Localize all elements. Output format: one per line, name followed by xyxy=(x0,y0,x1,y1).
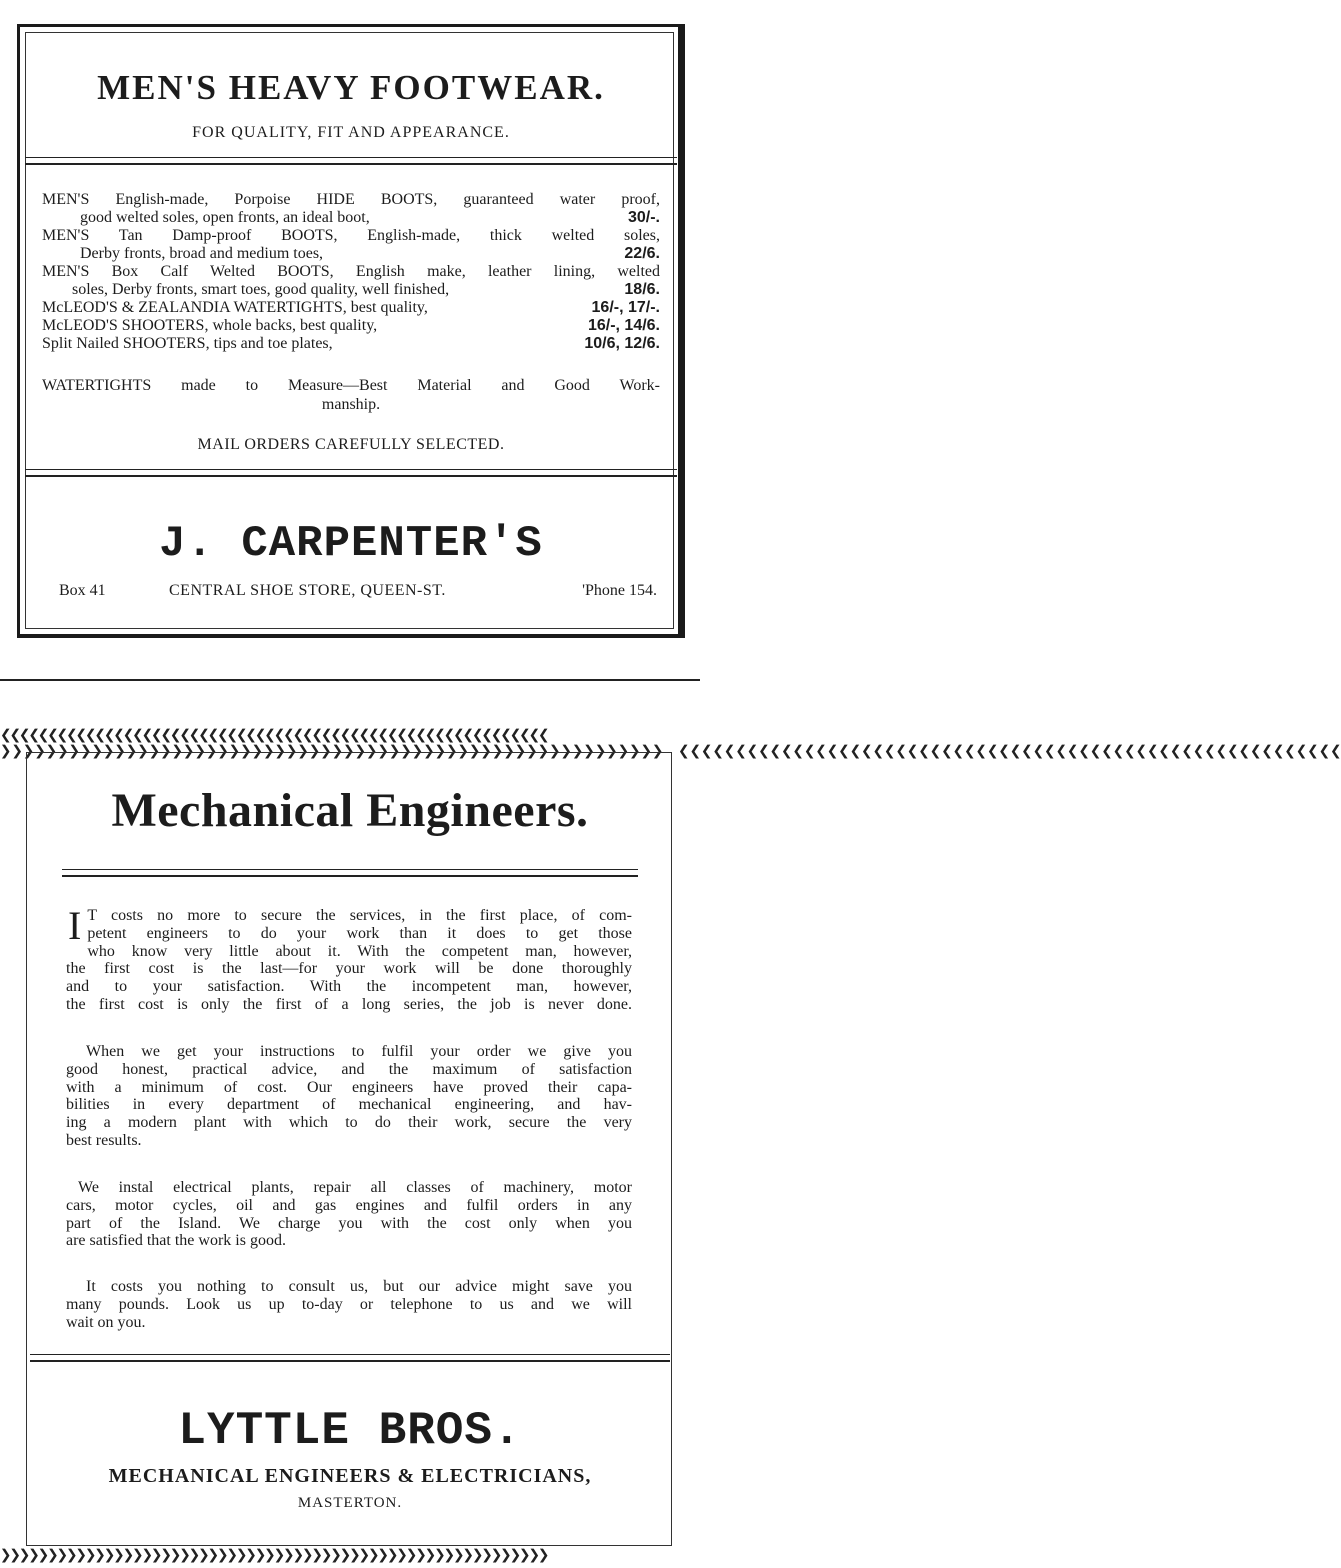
paragraph-line: part of the Island. We charge you with the cost only when you xyxy=(66,1214,632,1232)
product-item xyxy=(42,191,660,227)
product-line: MEN'S Tan Damp-proof BOOTS, English-made, thick welted soles, xyxy=(42,227,660,244)
product-line: MEN'S English-made, Porpoise HIDE BOOTS, guaranteed water proof, xyxy=(42,191,660,208)
paragraph-line: ing a modern plant with which to do their work, secure the very xyxy=(66,1114,632,1132)
zigzag-border-left: ❯❯❯❯❯❯❯❯❯❯❯❯❯❯❯❯❯❯❯❯❯❯❯❯❯❯❯❯❯❯❯❯❯❯❯❯❯❯❯❯❯❯❯❯❯❯❯❯❯❯❯❯❯❯❯❯❯❯ xyxy=(0,740,664,762)
paragraph-line: cars, motor cycles, oil and gas engines and fulfil orders in any xyxy=(66,1196,632,1214)
product-item xyxy=(42,227,660,263)
engineers-title: Mechanical Engineers. xyxy=(111,784,589,837)
paragraph-line: the first cost is the last—for your work will be done thoroughly xyxy=(66,960,632,978)
paragraph-line: It costs you nothing to consult us, but our advice might save you xyxy=(86,1278,632,1295)
paragraph-line: and to your satisfaction. With the incompetent man, however, xyxy=(66,978,632,996)
paragraph-consult xyxy=(66,1278,632,1331)
paragraph-advice xyxy=(66,1043,632,1150)
mail-orders-notice: MAIL ORDERS CAREFULLY SELECTED. xyxy=(197,436,505,453)
page-divider xyxy=(0,679,700,681)
product-price: 22/6. xyxy=(624,245,660,262)
product-price: 18/6. xyxy=(624,281,660,298)
paragraph-line: many pounds. Look us up to-day or telephone to us and we will xyxy=(66,1295,632,1313)
paragraph-line: wait on you. xyxy=(66,1313,146,1331)
watertights-line: manship. xyxy=(321,396,381,413)
divider-rule xyxy=(62,869,638,877)
product-line: MEN'S Box Calf Welted BOOTS, English make, leather lining, welted xyxy=(42,263,660,280)
watertights-notice xyxy=(42,376,660,414)
divider-rule xyxy=(30,1354,670,1362)
product-line: soles, Derby fronts, smart toes, good quality, well finished, xyxy=(72,281,450,298)
engineers-town: MASTERTON. xyxy=(297,1495,403,1511)
footwear-title: MEN'S HEAVY FOOTWEAR. xyxy=(97,68,605,107)
drop-cap: I xyxy=(68,903,82,948)
paragraph-line: the first cost is only the first of a long series, the job is never done. xyxy=(66,995,632,1013)
contact-box-number: Box 41 xyxy=(59,582,106,599)
paragraph-line: with a minimum of cost. Our engineers have proved their capa- xyxy=(66,1078,632,1096)
paragraph-line: are satisfied that the work is good. xyxy=(66,1232,286,1250)
watertights-line: WATERTIGHTS made to Measure—Best Material and Good Work- xyxy=(42,377,660,394)
zigzag-border-bottom: ❯❯❯❯❯❯❯❯❯❯❯❯❯❯❯❯❯❯❯❯❯❯❯❯❯❯❯❯❯❯❯❯❯❯❯❯❯❯❯❯❯❯❯❯❯❯❯❯❯❯❯❯❯❯❯❯❯❯ xyxy=(0,1544,548,1566)
paragraph-line: who know very little about it. With the competent man, however, xyxy=(87,942,632,960)
engineers-brand: LYTTLE BROS. xyxy=(178,1405,522,1457)
zigzag-border-right: ❮❮❮❮❮❮❮❮❮❮❮❮❮❮❮❮❮❮❮❮❮❮❮❮❮❮❮❮❮❮❮❮❮❮❮❮❮❮❮❮❮❮❮❮❮❮❮❮❮❮❮❮❮❮❮❮❮❮ xyxy=(678,740,1341,762)
paragraph-line: T costs no more to secure the services, in the first place, of com- xyxy=(87,907,632,924)
product-price: 16/-, 17/-. xyxy=(591,299,660,316)
divider-rule xyxy=(25,469,677,477)
paragraph-line: We instal electrical plants, repair all classes of machinery, motor xyxy=(78,1179,632,1196)
divider-rule xyxy=(25,157,677,165)
product-line: Derby fronts, broad and medium toes, xyxy=(80,245,324,262)
paragraph-services xyxy=(66,1179,632,1250)
product-item xyxy=(42,263,660,299)
engineers-brand-tagline: MECHANICAL ENGINEERS & ELECTRICIANS, xyxy=(108,1465,592,1487)
paragraph-line: good honest, practical advice, and the maximum of satisfaction xyxy=(66,1060,632,1078)
zigzag-border-top: ❮❮❮❮❮❮❮❮❮❮❮❮❮❮❮❮❮❮❮❮❮❮❮❮❮❮❮❮❮❮❮❮❮❮❮❮❮❮❮❮❮❮❮❮❮❮❮❮❮❮❮❮❮❮❮❮❮❮ xyxy=(0,724,548,746)
product-line: Split Nailed SHOOTERS, tips and toe plates, xyxy=(42,335,333,352)
product-line: McLEOD'S SHOOTERS, whole backs, best quality, xyxy=(42,317,378,334)
product-list xyxy=(42,191,660,353)
contact-store-address: CENTRAL SHOE STORE, QUEEN-ST. xyxy=(169,582,446,599)
product-item xyxy=(42,299,660,317)
paragraph-line: best results. xyxy=(66,1131,142,1149)
product-item xyxy=(42,335,660,353)
product-line: good welted soles, open fronts, an ideal boot, xyxy=(80,209,370,226)
contact-phone: 'Phone 154. xyxy=(582,582,657,599)
paragraph-line: When we get your instructions to fulfil your order we give you xyxy=(86,1043,632,1060)
paragraph-line: petent engineers to do your work than it does to get those xyxy=(87,924,632,942)
paragraph-intro xyxy=(66,903,632,1014)
product-item xyxy=(42,317,660,335)
product-price: 16/-, 14/6. xyxy=(587,317,660,334)
footwear-advert-content xyxy=(17,24,685,638)
footwear-brand: J. CARPENTER'S xyxy=(159,519,543,569)
product-price: 30/-. xyxy=(627,209,660,226)
product-price: 10/6, 12/6. xyxy=(584,335,660,352)
footwear-subtitle: FOR QUALITY, FIT AND APPEARANCE. xyxy=(192,124,510,141)
paragraph-line: bilities in every department of mechanical engineering, and hav- xyxy=(66,1096,632,1114)
product-line: McLEOD'S & ZEALANDIA WATERTIGHTS, best quality, xyxy=(42,299,428,316)
